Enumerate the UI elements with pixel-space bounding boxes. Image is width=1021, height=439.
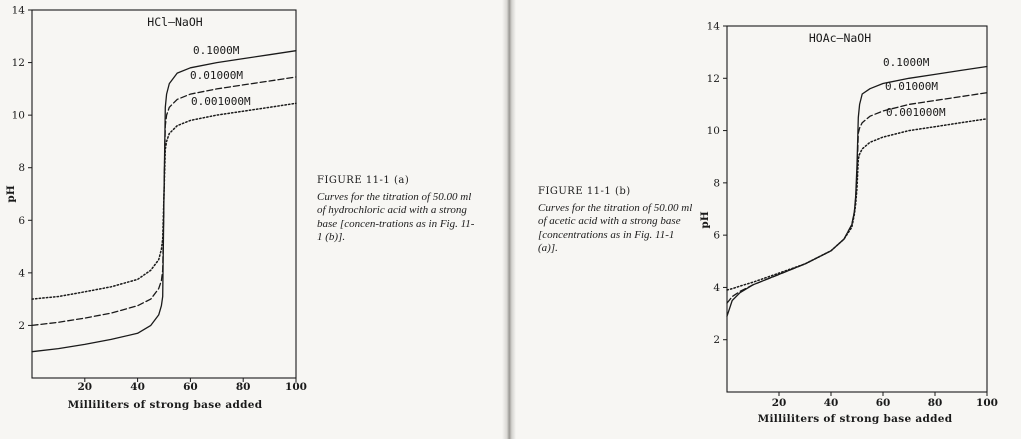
x-tick-label: 80 <box>927 397 943 409</box>
caption-b-text: Curves for the titration of 50.00 ml of acetic acid with a strong base [concentrations as in Fig. 11-1 (a)]. <box>538 201 693 254</box>
chart-hoac-naoh <box>699 21 998 426</box>
series-label: 0.001000M <box>191 95 251 108</box>
y-tick-label: 6 <box>18 214 25 227</box>
x-tick-label: 20 <box>771 397 787 409</box>
y-tick-label: 8 <box>713 177 720 190</box>
x-axis-label: Milliliters of strong base added <box>757 413 953 425</box>
y-tick-label: 14 <box>11 4 25 17</box>
caption-figure-b <box>538 185 696 256</box>
x-tick-label: 60 <box>875 397 891 409</box>
series-label: 0.1000M <box>193 44 240 57</box>
x-tick-label: 40 <box>823 397 839 409</box>
chart-title: HCl–NaOH <box>147 15 203 29</box>
x-tick-label: 80 <box>235 381 251 393</box>
y-tick-label: 4 <box>713 281 720 294</box>
x-tick-label: 100 <box>285 381 307 393</box>
y-tick-label: 8 <box>18 162 25 175</box>
caption-a-title: FIGURE 11-1 (a) <box>317 175 410 186</box>
chart-title: HOAc–NaOH <box>808 31 872 45</box>
caption-b-title: FIGURE 11-1 (b) <box>538 186 631 197</box>
chart-hcl-naoh <box>5 5 307 412</box>
caption-a-text: Curves for the titration of 50.00 ml of hydrochloric acid with a strong base [concen-trations as in Fig. 11-1 (b)]. <box>317 190 475 243</box>
x-tick-label: 20 <box>77 381 93 393</box>
series-label: 0.01000M <box>190 69 243 82</box>
y-axis-label: pH <box>5 185 17 203</box>
series-label: 0.01000M <box>885 80 938 93</box>
series-line-dotted <box>32 103 296 299</box>
y-tick-label: 10 <box>706 125 720 138</box>
y-tick-label: 12 <box>706 72 720 85</box>
y-tick-label: 2 <box>713 334 720 347</box>
y-tick-label: 4 <box>18 267 25 280</box>
x-tick-label: 40 <box>130 381 145 393</box>
y-tick-label: 6 <box>713 229 720 242</box>
y-tick-label: 10 <box>11 109 25 122</box>
series-label: 0.1000M <box>883 56 930 69</box>
plot-frame <box>727 26 987 392</box>
series-label: 0.001000M <box>886 106 946 119</box>
x-tick-label: 100 <box>976 397 998 409</box>
y-tick-label: 14 <box>706 20 720 33</box>
y-tick-label: 2 <box>18 319 25 332</box>
caption-figure-a <box>317 174 475 245</box>
y-tick-label: 12 <box>11 57 25 70</box>
y-axis-label: pH <box>699 211 711 229</box>
x-tick-label: 60 <box>183 381 198 393</box>
x-axis-label: Milliliters of strong base added <box>67 399 263 411</box>
